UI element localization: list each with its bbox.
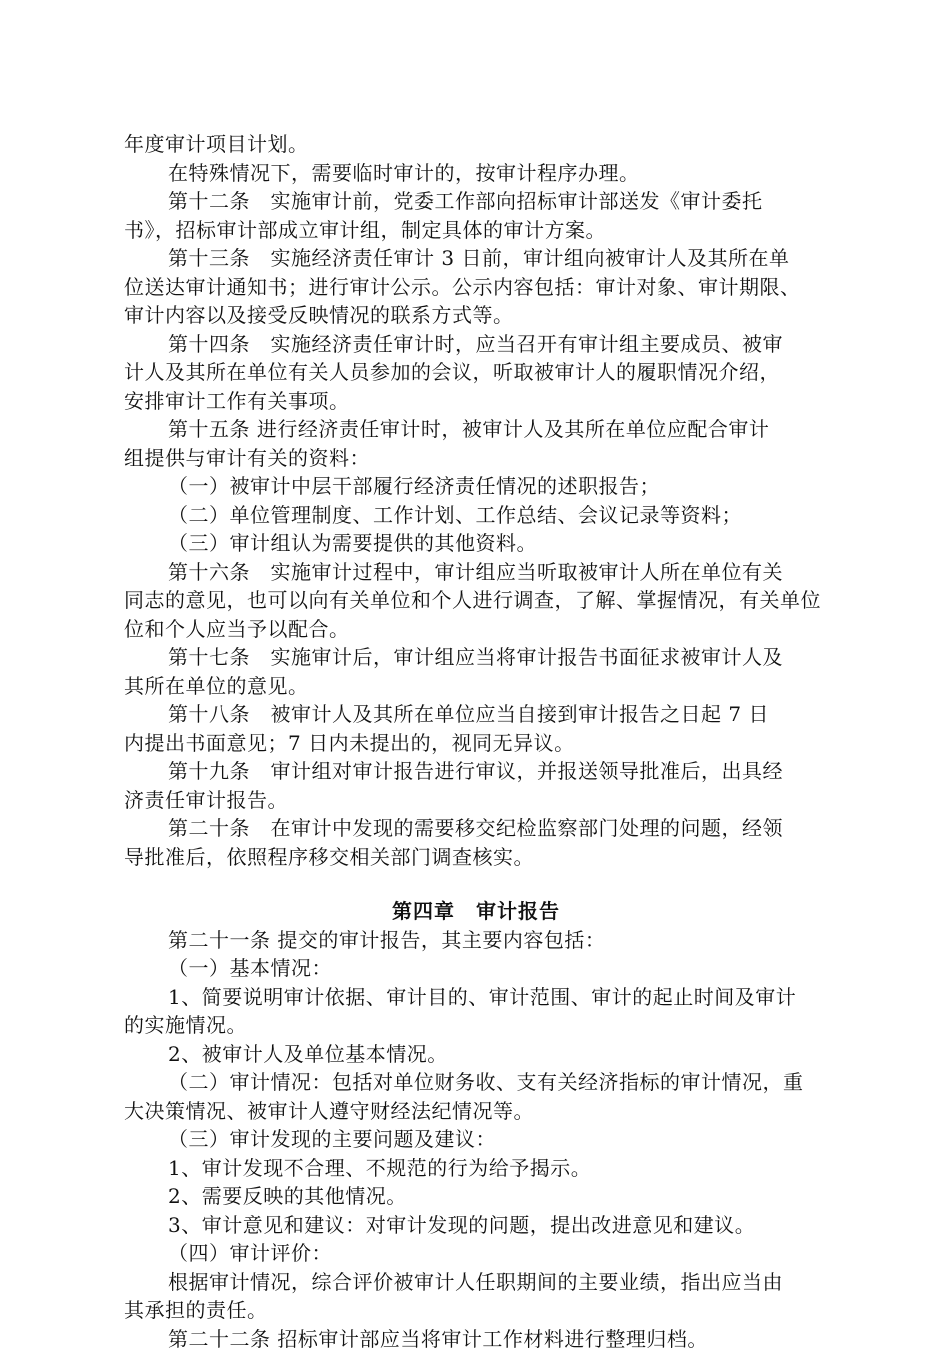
chapter-heading: 第四章 审计报告 xyxy=(124,897,828,926)
text-line: 审计内容以及接受反映情况的联系方式等。 xyxy=(124,301,828,330)
text-line: 第十三条 实施经济责任审计 3 日前，审计组向被审计人及其所在单 xyxy=(124,244,828,273)
text-line: 2、被审计人及单位基本情况。 xyxy=(124,1040,828,1069)
text-line: 计人及其所在单位有关人员参加的会议，听取被审计人的履职情况介绍， xyxy=(124,358,828,387)
text-line: （一）基本情况： xyxy=(124,954,828,983)
text-line: 第十二条 实施审计前，党委工作部向招标审计部送发《审计委托 xyxy=(124,187,828,216)
text-line: 年度审计项目计划。 xyxy=(124,130,828,159)
text-line: 其承担的责任。 xyxy=(124,1296,828,1325)
text-line: 位送达审计通知书；进行审计公示。公示内容包括：审计对象、审计期限、 xyxy=(124,273,828,302)
text-line: 安排审计工作有关事项。 xyxy=(124,387,828,416)
text-line: 同志的意见，也可以向有关单位和个人进行调查，了解、掌握情况，有关单位 xyxy=(124,586,828,615)
text-line: 内提出书面意见；7 日内未提出的，视同无异议。 xyxy=(124,729,828,758)
text-line: 在特殊情况下，需要临时审计的，按审计程序办理。 xyxy=(124,159,828,188)
text-line: 第二十一条 提交的审计报告，其主要内容包括： xyxy=(124,926,828,955)
text-line: 第十四条 实施经济责任审计时，应当召开有审计组主要成员、被审 xyxy=(124,330,828,359)
text-line: 书》，招标审计部成立审计组，制定具体的审计方案。 xyxy=(124,216,828,245)
text-line: 第十九条 审计组对审计报告进行审议，并报送领导批准后，出具经 xyxy=(124,757,828,786)
text-line: 大决策情况、被审计人遵守财经法纪情况等。 xyxy=(124,1097,828,1126)
text-line: 导批准后，依照程序移交相关部门调查核实。 xyxy=(124,843,828,872)
text-line: 的实施情况。 xyxy=(124,1011,828,1040)
document-page xyxy=(124,130,828,1353)
text-line: （三）审计组认为需要提供的其他资料。 xyxy=(124,529,828,558)
text-line: 第十七条 实施审计后，审计组应当将审计报告书面征求被审计人及 xyxy=(124,643,828,672)
text-line: 第十五条 进行经济责任审计时，被审计人及其所在单位应配合审计 xyxy=(124,415,828,444)
text-line: 1、简要说明审计依据、审计目的、审计范围、审计的起止时间及审计 xyxy=(124,983,828,1012)
text-line: 3、审计意见和建议：对审计发现的问题，提出改进意见和建议。 xyxy=(124,1211,828,1240)
text-line: （一）被审计中层干部履行经济责任情况的述职报告； xyxy=(124,472,828,501)
text-line: （二）单位管理制度、工作计划、工作总结、会议记录等资料； xyxy=(124,501,828,530)
text-line: 根据审计情况，综合评价被审计人任职期间的主要业绩，指出应当由 xyxy=(124,1268,828,1297)
text-line: 位和个人应当予以配合。 xyxy=(124,615,828,644)
text-line: 组提供与审计有关的资料： xyxy=(124,444,828,473)
text-line: 第二十条 在审计中发现的需要移交纪检监察部门处理的问题，经领 xyxy=(124,814,828,843)
text-line: 第二十二条 招标审计部应当将审计工作材料进行整理归档。 xyxy=(124,1325,828,1353)
text-line: 第十八条 被审计人及其所在单位应当自接到审计报告之日起 7 日 xyxy=(124,700,828,729)
text-line: 其所在单位的意见。 xyxy=(124,672,828,701)
text-line: 第十六条 实施审计过程中，审计组应当听取被审计人所在单位有关 xyxy=(124,558,828,587)
article-section-after xyxy=(124,926,828,1353)
article-section-before xyxy=(124,130,828,871)
text-line: 1、审计发现不合理、不规范的行为给予揭示。 xyxy=(124,1154,828,1183)
text-line: （三）审计发现的主要问题及建议： xyxy=(124,1125,828,1154)
text-line: 济责任审计报告。 xyxy=(124,786,828,815)
text-line: 2、需要反映的其他情况。 xyxy=(124,1182,828,1211)
text-line: （二）审计情况：包括对单位财务收、支有关经济指标的审计情况，重 xyxy=(124,1068,828,1097)
text-line: （四）审计评价： xyxy=(124,1239,828,1268)
